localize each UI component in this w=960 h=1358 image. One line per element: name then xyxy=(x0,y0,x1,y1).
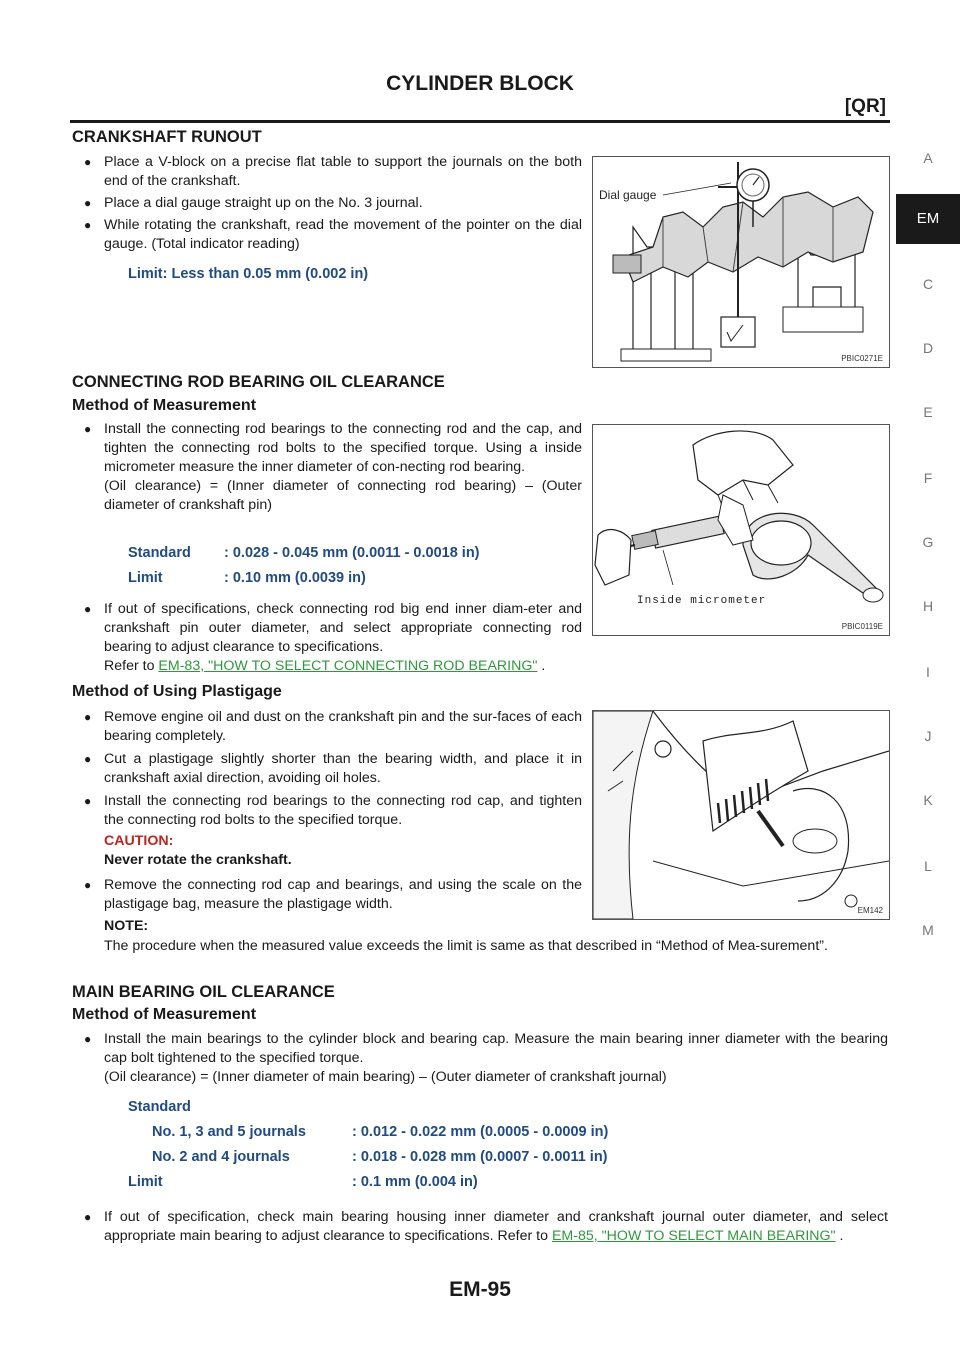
list-item: ● While rotating the crankshaft, read the movement of the pointer on the dial gauge. (Total indicator reading) xyxy=(84,217,582,252)
bullet-icon: ● xyxy=(84,218,92,232)
bullet-icon: ● xyxy=(84,878,92,892)
side-index-c[interactable]: C xyxy=(922,276,934,292)
bullet-icon: ● xyxy=(84,794,92,808)
spec-limit: Limit: Less than 0.05 mm (0.002 in) xyxy=(128,266,369,282)
bullet-icon: ● xyxy=(84,1032,92,1046)
side-index-h[interactable]: H xyxy=(922,598,934,614)
side-index-em[interactable]: EM xyxy=(896,194,960,244)
link-select-conrod-bearing[interactable]: EM-83, "HOW TO SELECT CONNECTING ROD BEARING" xyxy=(158,658,538,674)
list-item: ● Remove the connecting rod cap and bearings, and using the scale on the plastigage bag, measure the plastigage width. xyxy=(84,877,582,912)
section-heading-runout: CRANKSHAFT RUNOUT xyxy=(72,128,262,146)
figure-label: Dial gauge xyxy=(599,188,657,202)
dial-gauge-illustration xyxy=(593,157,889,367)
bullet-icon: ● xyxy=(84,196,92,210)
side-index-i[interactable]: I xyxy=(926,664,930,680)
side-index-d[interactable]: D xyxy=(922,340,934,356)
list-item: ● Place a dial gauge straight up on the No. 3 journal. xyxy=(84,195,423,211)
side-index-g[interactable]: G xyxy=(922,534,934,550)
list-item: ● If out of specifications, check connecting rod big end inner diam-eter and crankshaft pin outer diameter, and select appropriate connecting rod bearing to adjust clearance to specifications. Refer to EM-83, "HOW TO SELECT CONNECTING ROD BEARING" . xyxy=(84,601,582,674)
side-index-j[interactable]: J xyxy=(924,728,932,744)
side-index-l[interactable]: L xyxy=(924,858,932,874)
inside-micrometer-illustration xyxy=(593,425,889,635)
bullet-icon: ● xyxy=(84,422,92,436)
link-select-main-bearing[interactable]: EM-85, "HOW TO SELECT MAIN BEARING" xyxy=(551,1228,836,1244)
list-item: ● Install the connecting rod bearings to the connecting rod and the cap, and tighten the connecting rod bolts to the specified torque. Using a inside micrometer measure the inner diameter of con-necting rod bearing. (Oil clearance) = (Inner diameter of connecting rod bearing) – (Outer diameter of crankshaft pin) xyxy=(84,421,582,513)
page-number: EM-95 xyxy=(449,1278,511,1301)
bullet-icon: ● xyxy=(84,155,92,169)
subheading-plastigage: Method of Using Plastigage xyxy=(72,683,282,700)
plastigage-illustration xyxy=(593,711,889,919)
figure-label: Inside micrometer xyxy=(637,595,767,607)
side-index-k[interactable]: K xyxy=(923,792,933,808)
subheading-measurement: Method of Measurement xyxy=(72,397,257,414)
subheading-main-measurement: Method of Measurement xyxy=(72,1006,257,1023)
caution-label: CAUTION: xyxy=(104,833,174,849)
figure-dial-gauge xyxy=(592,156,890,368)
side-index-e[interactable]: E xyxy=(923,404,933,420)
caution-text: Never rotate the crankshaft. xyxy=(104,852,292,868)
figure-inside-micrometer xyxy=(592,424,890,636)
section-heading-main-bearing: MAIN BEARING OIL CLEARANCE xyxy=(72,983,335,1001)
list-item: ● Place a V-block on a precise flat table to support the journals on the both end of the crankshaft. xyxy=(84,154,582,189)
bullet-icon: ● xyxy=(84,752,92,766)
engine-code: [QR] xyxy=(844,96,886,117)
note-text: The procedure when the measured value exceeds the limit is same as that described in “Method of Mea-surement”. xyxy=(104,938,828,954)
side-index-f[interactable]: F xyxy=(923,470,933,486)
figure-id: EM142 xyxy=(857,906,883,915)
list-item: ● Cut a plastigage slightly shorter than the bearing width, and place it in crankshaft axial direction, avoiding oil holes. xyxy=(84,751,582,786)
bullet-icon: ● xyxy=(84,602,92,616)
bullet-icon: ● xyxy=(84,1210,92,1224)
list-item: ● Remove engine oil and dust on the crankshaft pin and the sur-faces of each bearing completely. xyxy=(84,709,582,744)
figure-id: PBIC0271E xyxy=(841,354,883,363)
section-heading-conrod: CONNECTING ROD BEARING OIL CLEARANCE xyxy=(72,373,445,391)
page-title: CYLINDER BLOCK xyxy=(386,72,574,95)
figure-plastigage xyxy=(592,710,890,920)
side-index-a[interactable]: A xyxy=(923,150,933,166)
spec-standard: Standard xyxy=(128,1099,191,1115)
list-item: ● Install the connecting rod bearings to the connecting rod cap, and tighten the connecting rod bolts to the specified torque. xyxy=(84,793,582,828)
list-item: ● If out of specification, check main bearing housing inner diameter and crankshaft journal outer diameter, and select appropriate main bearing to adjust clearance to specifications. Refer to EM-85, "HOW TO SELECT MAIN BEARING" . xyxy=(84,1209,888,1244)
figure-id: PBIC0119E xyxy=(841,622,883,631)
list-item: ● Install the main bearings to the cylinder block and bearing cap. Measure the main bearing inner diameter with the bearing cap bolt tightened to the specified torque. (Oil clearance) = (Inner diameter of main bearing) – (Outer diameter of crankshaft journal) xyxy=(84,1031,888,1085)
header-rule xyxy=(70,120,890,123)
side-index-m[interactable]: M xyxy=(922,922,934,938)
note-label: NOTE: xyxy=(104,918,149,934)
bullet-icon: ● xyxy=(84,710,92,724)
